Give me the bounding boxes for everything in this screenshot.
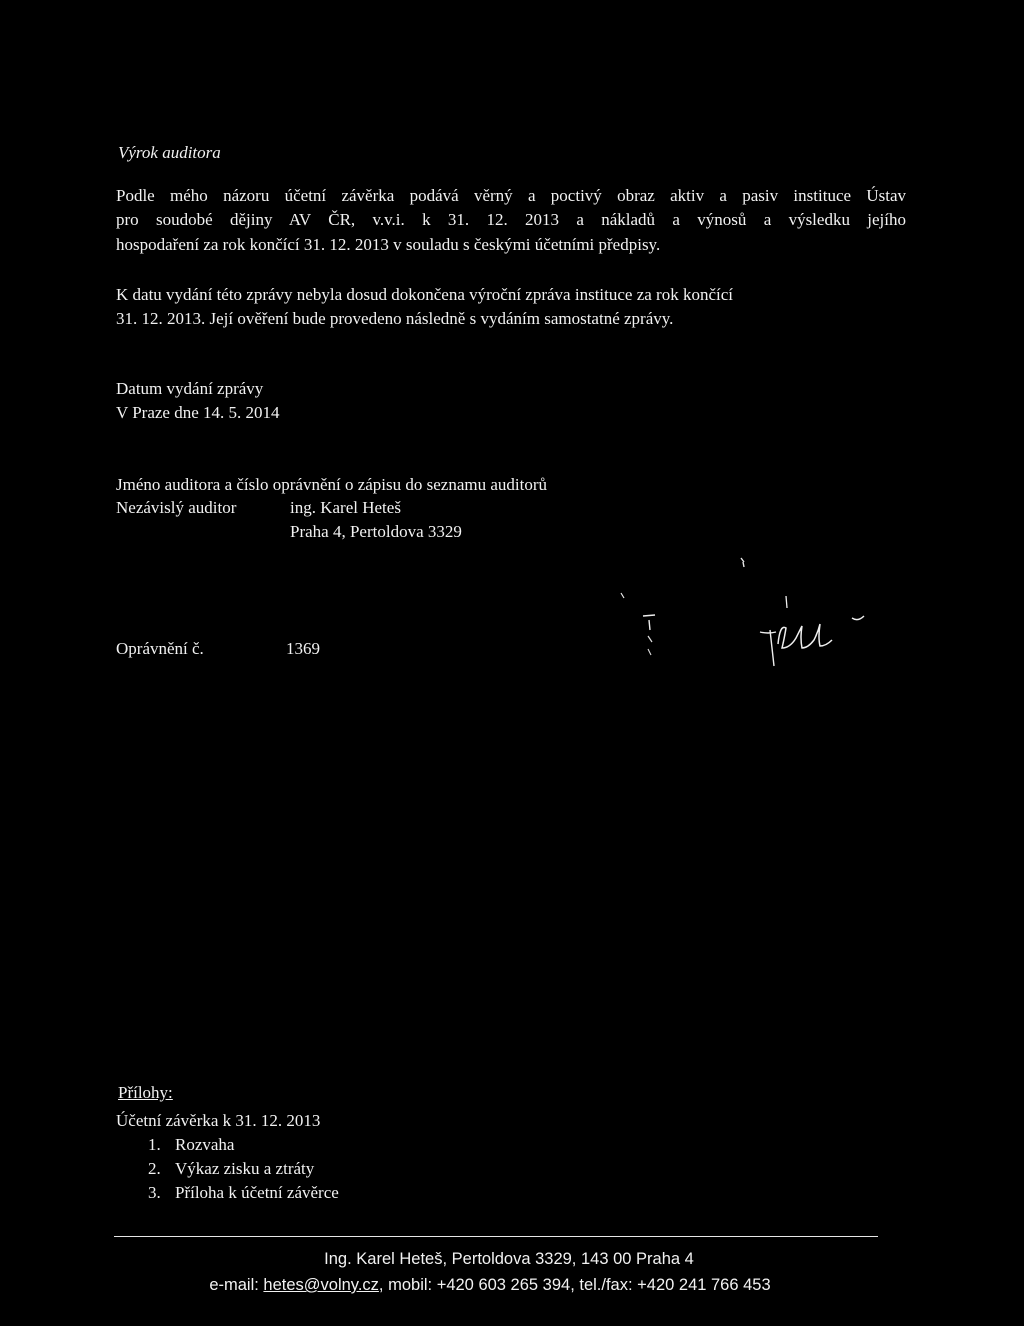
page-heading: Výrok auditora [118,143,221,162]
scan-mark-icon [738,556,748,570]
attachment-item-label: Výkaz zisku a ztráty [175,1159,315,1178]
auditor-address: Praha 4, Pertoldova 3329 [290,522,462,541]
scan-mark-icon [618,590,628,602]
opinion-line-2: pro soudobé dějiny AV ČR, v.v.i. k 31. 12. 2013 a nákladů a výnosů a výsledku jejího [116,210,906,229]
report-date-label: Datum vydání zprávy [116,379,264,398]
opinion-line-3: hospodaření za rok končící 31. 12. 2013 v souladu s českými účetními předpisy. [116,235,661,254]
report-date-value: V Praze dne 14. 5. 2014 [116,403,280,422]
auditor-name: ing. Karel Heteš [290,498,401,517]
attachment-item-num: 2. [148,1159,161,1178]
attachments-title: Přílohy: [118,1083,173,1102]
footer-contacts [0,1274,1002,1296]
opinion-line-1: Podle mého názoru účetní závěrka podává věrný a poctivý obraz aktiv a pasiv instituce Ústav [116,186,906,205]
footer-divider [114,1236,878,1237]
footer-phone-info: , mobil: +420 603 265 394, tel./fax: +420 241 766 453 [378,1276,771,1294]
auditor-role: Nezávislý auditor [116,498,237,517]
annual-report-note-line-2: 31. 12. 2013. Její ověření bude provedeno následně s vydáním samostatné zprávy. [116,309,674,328]
license-label: Oprávnění č. [116,639,204,658]
attachment-item-label: Rozvaha [175,1135,235,1154]
auditor-section-label: Jméno auditora a číslo oprávnění o zápisu do seznamu auditorů [116,475,548,494]
footer-email-link[interactable]: hetes@volny.cz [263,1276,379,1294]
license-number: 1369 [286,639,320,658]
attachment-item-num: 3. [148,1183,161,1202]
footer-email-label: e-mail: [209,1276,264,1294]
signature-icon [756,588,876,672]
footer-address-text: Ing. Karel Heteš, Pertoldova 3329, 143 00 Praha 4 [324,1250,694,1268]
scan-mark-icon [644,646,656,660]
attachment-item-num: 1. [148,1135,161,1154]
attachment-item-label: Příloha k účetní závěrce [175,1183,339,1202]
footer-address [0,1248,1021,1270]
annual-report-note-line-1: K datu vydání této zprávy nebyla dosud dokončena výroční zpráva instituce za rok končící [116,285,733,304]
stamp-fragment-icon [638,608,662,650]
attachments-subtitle: Účetní závěrka k 31. 12. 2013 [116,1111,321,1130]
